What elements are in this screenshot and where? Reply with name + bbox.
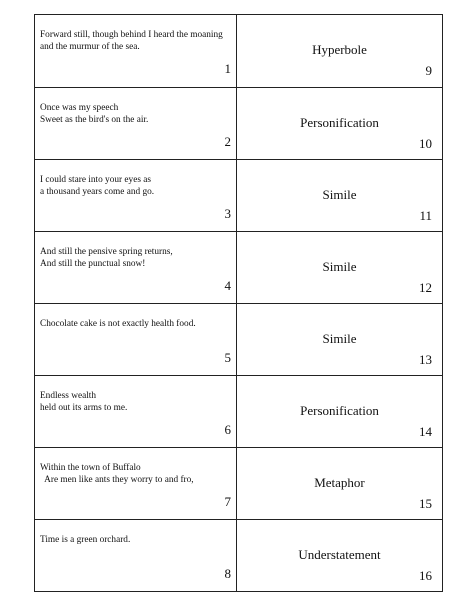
term-number: 14 xyxy=(419,424,432,439)
quote-number: 4 xyxy=(224,278,231,293)
quote-number: 3 xyxy=(224,206,231,221)
card-row xyxy=(35,231,442,304)
card-row xyxy=(35,447,442,520)
term-number: 15 xyxy=(419,496,432,511)
term-number: 10 xyxy=(419,136,432,151)
quote-card xyxy=(35,376,237,448)
quote-card xyxy=(35,160,237,232)
quote-card xyxy=(35,520,237,592)
term-card xyxy=(237,88,442,160)
quote-text: And still the pensive spring returns, And still the punctual snow! xyxy=(40,247,173,269)
quote-card xyxy=(35,232,237,304)
card-row xyxy=(35,375,442,448)
card-row xyxy=(35,15,442,87)
term-number: 12 xyxy=(419,280,432,295)
quote-text: Once was my speech Sweet as the bird's on the air. xyxy=(40,103,149,125)
quote-number: 6 xyxy=(224,422,231,437)
term-text: Hyperbole xyxy=(312,42,367,57)
term-number: 11 xyxy=(419,208,432,223)
quote-text: I could stare into your eyes as a thousand years come and go. xyxy=(40,175,155,197)
term-card xyxy=(237,304,442,376)
quote-text: Chocolate cake is not exactly health food. xyxy=(40,319,196,329)
term-card xyxy=(237,376,442,448)
quote-number: 5 xyxy=(224,350,231,365)
quote-card xyxy=(35,88,237,160)
quote-number: 1 xyxy=(224,61,231,76)
quote-number: 8 xyxy=(224,566,231,581)
quote-card xyxy=(35,448,237,520)
term-text: Simile xyxy=(322,259,357,274)
term-text: Personification xyxy=(300,403,379,418)
card-row xyxy=(35,87,442,160)
term-number: 9 xyxy=(425,63,432,78)
term-card xyxy=(237,448,442,520)
quote-text: Endless wealth held out its arms to me. xyxy=(40,391,128,413)
term-card xyxy=(237,232,442,304)
quote-text: Within the town of Buffalo Are men like ants they worry to and fro, xyxy=(40,463,194,485)
quote-card xyxy=(35,15,237,87)
card-row xyxy=(35,159,442,232)
quote-number: 2 xyxy=(224,134,231,149)
term-card xyxy=(237,160,442,232)
quote-card xyxy=(35,304,237,376)
term-number: 13 xyxy=(419,352,432,367)
quote-text: Forward still, though behind I heard the moaning and the murmur of the sea. xyxy=(40,30,223,52)
card-grid xyxy=(34,14,443,592)
term-text: Simile xyxy=(322,331,357,346)
term-text: Metaphor xyxy=(314,475,365,490)
term-text: Personification xyxy=(300,115,379,130)
term-card xyxy=(237,520,442,592)
term-text: Simile xyxy=(322,187,357,202)
term-text: Understatement xyxy=(298,547,381,562)
card-row xyxy=(35,303,442,376)
term-number: 16 xyxy=(419,568,432,583)
term-card xyxy=(237,15,442,87)
quote-number: 7 xyxy=(224,494,231,509)
card-row xyxy=(35,519,442,592)
quote-text: Time is a green orchard. xyxy=(40,535,131,545)
